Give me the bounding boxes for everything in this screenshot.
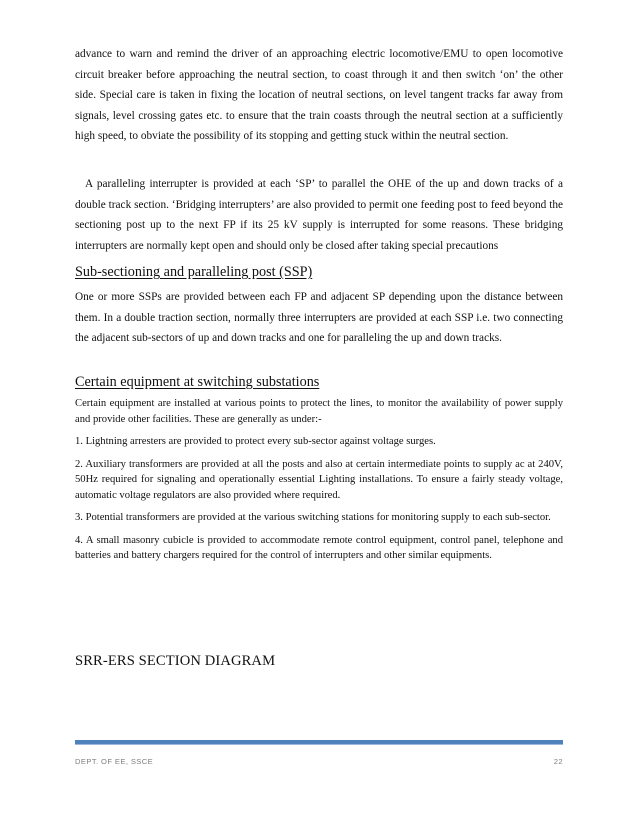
equipment-item: 1. Lightning arresters are provided to protect every sub-sector against voltage surges. xyxy=(75,436,436,447)
ssp-heading: Sub-sectioning and paralleling post (SSP) xyxy=(75,264,313,280)
equipment-item: 3. Potential transformers are provided at the various switching stations for monitoring supply to each sub-sector. xyxy=(75,512,551,523)
equipment-heading: Certain equipment at switching substations xyxy=(75,374,320,390)
intro-paragraph-block xyxy=(75,44,563,147)
ssp-section xyxy=(75,262,563,349)
footer-rule xyxy=(75,740,563,744)
ssp-body: One or more SSPs are provided between each FP and adjacent SP depending upon the distance between them. In a double traction section, normally three interrupters are provided at each SSP i.e. two connecting the adjacent sub-sectors of up and down tracks and one for paralleling the up and down tracks. xyxy=(75,291,563,344)
diagram-heading: SRR-ERS SECTION DIAGRAM xyxy=(75,653,276,669)
equipment-intro: Certain equipment are installed at various points to protect the lines, to monitor the availability of power supply and provide other facilities. These are generally as under:- xyxy=(75,398,563,425)
equipment-section xyxy=(75,372,563,564)
diagram-section xyxy=(75,651,563,671)
footer-department: DEPT. OF EE, SSCE xyxy=(75,757,154,766)
paralleling-paragraph-block xyxy=(75,174,563,256)
equipment-item: 2. Auxiliary transformers are provided at all the posts and also at certain intermediate points to supply ac at 240V, 50Hz required for signaling and operationally essential Lighting installations. To ensure a fairly steady voltage, automatic voltage regulators are also provided where required. xyxy=(75,458,563,501)
equipment-item: 4. A small masonry cubicle is provided to accommodate remote control equipment, control panel, telephone and batteries and battery chargers required for the control of interrupters and other similar equipments. xyxy=(75,534,563,561)
intro-paragraph: advance to warn and remind the driver of an approaching electric locomotive/EMU to open locomotive circuit breaker before approaching the neutral section, to coast through it and then switch ‘on’ the other side. Special care is taken in fixing the location of neutral sections, on level tangent tracks far away from signals, level crossing gates etc. to ensure that the train coasts through the neutral section at a sufficiently high speed, to obviate the possibility of its stopping and getting stuck within the neutral section. xyxy=(75,48,563,142)
paralleling-paragraph: A paralleling interrupter is provided at each ‘SP’ to parallel the OHE of the up and down tracks of a double track section. ‘Bridging interrupters’ are also provided to permit one feeding post to feed beyond the sectioning post up to the next FP if its 25 kV supply is interrupted for some reasons. These bridging interrupters are normally kept open and should only be closed after taking special precautions xyxy=(75,178,563,252)
footer-page-number: 22 xyxy=(553,757,563,766)
